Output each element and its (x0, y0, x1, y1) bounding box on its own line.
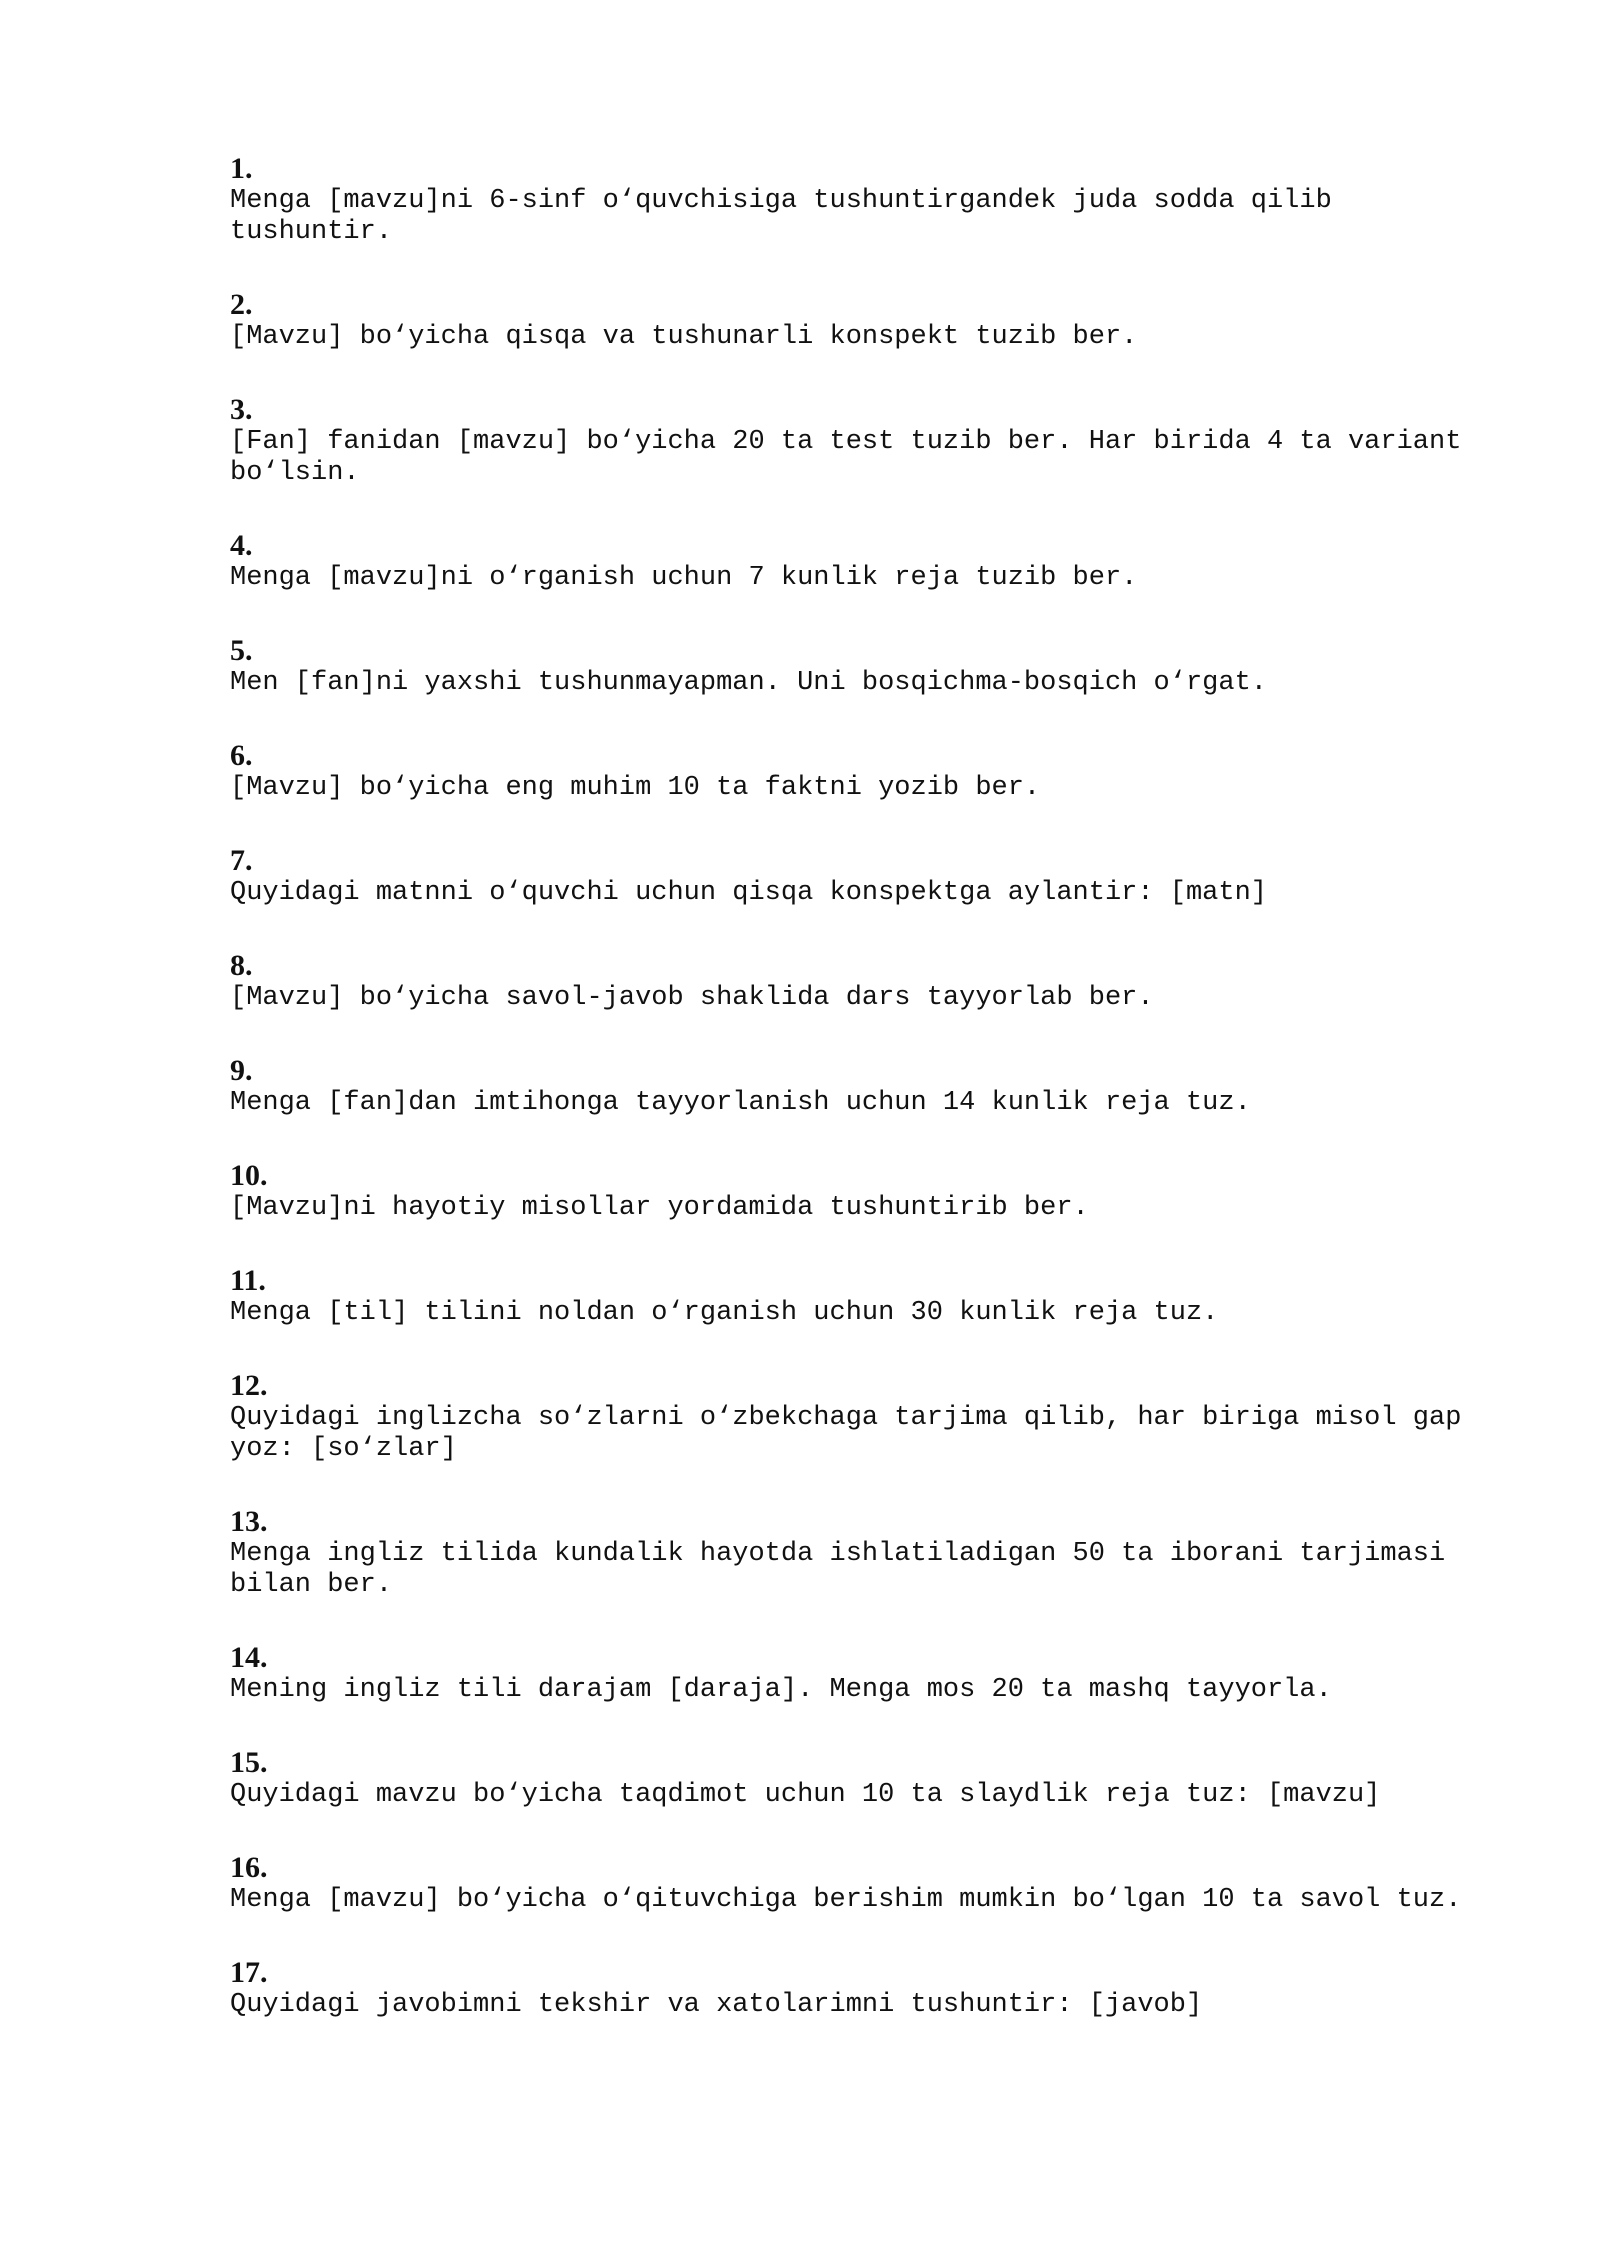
list-item (230, 1505, 1470, 1601)
item-number: 2. (230, 288, 253, 321)
item-number: 1. (230, 152, 253, 185)
list-item (230, 1264, 1470, 1329)
item-text: [Fan] fanidan [mavzu] bo‘yicha 20 ta test tuzib ber. Har birida 4 ta variant bo‘lsin. (230, 427, 1462, 488)
item-text: [Mavzu] bo‘yicha savol-javob shaklida dars tayyorlab ber. (230, 983, 1154, 1013)
item-number: 15. (230, 1746, 268, 1779)
item-text: Menga [mavzu]ni o‘rganish uchun 7 kunlik reja tuzib ber. (230, 563, 1138, 593)
item-text: Quyidagi javobimni tekshir va xatolarimni tushuntir: [javob] (230, 1990, 1203, 2020)
item-number: 14. (230, 1641, 268, 1674)
item-number: 16. (230, 1851, 268, 1884)
item-number: 17. (230, 1956, 268, 1989)
item-number: 10. (230, 1159, 268, 1192)
list-item (230, 1851, 1470, 1916)
list-item (230, 1746, 1470, 1811)
list-item (230, 1956, 1470, 2021)
item-text: [Mavzu]ni hayotiy misollar yordamida tushuntirib ber. (230, 1193, 1089, 1223)
list-item (230, 634, 1470, 699)
list-item (230, 152, 1470, 248)
item-text: Menga [fan]dan imtihonga tayyorlanish uchun 14 kunlik reja tuz. (230, 1088, 1251, 1118)
list-item (230, 1159, 1470, 1224)
list-item (230, 393, 1470, 489)
item-number: 5. (230, 634, 253, 667)
list-item (230, 1054, 1470, 1119)
item-text: [Mavzu] bo‘yicha qisqa va tushunarli konspekt tuzib ber. (230, 322, 1138, 352)
list-item (230, 288, 1470, 353)
list-item (230, 844, 1470, 909)
item-text: Menga [mavzu] bo‘yicha o‘qituvchiga berishim mumkin bo‘lgan 10 ta savol tuz. (230, 1885, 1462, 1915)
item-text: Quyidagi mavzu bo‘yicha taqdimot uchun 10 ta slaydlik reja tuz: [mavzu] (230, 1780, 1381, 1810)
item-number: 7. (230, 844, 253, 877)
list-item (230, 1369, 1470, 1465)
item-text: Menga [mavzu]ni 6-sinf o‘quvchisiga tushuntirgandek juda sodda qilib tushuntir. (230, 186, 1332, 247)
prompt-list (230, 152, 1470, 2061)
item-number: 8. (230, 949, 253, 982)
item-number: 12. (230, 1369, 268, 1402)
list-item (230, 529, 1470, 594)
list-item (230, 739, 1470, 804)
list-item (230, 1641, 1470, 1706)
item-text: [Mavzu] bo‘yicha eng muhim 10 ta faktni yozib ber. (230, 773, 1041, 803)
item-number: 6. (230, 739, 253, 772)
item-text: Men [fan]ni yaxshi tushunmayapman. Uni bosqichma-bosqich o‘rgat. (230, 668, 1267, 698)
item-number: 13. (230, 1505, 268, 1538)
item-text: Menga [til] tilini noldan o‘rganish uchun 30 kunlik reja tuz. (230, 1298, 1219, 1328)
item-text: Menga ingliz tilida kundalik hayotda ishlatiladigan 50 ta iborani tarjimasi bilan ber. (230, 1539, 1446, 1600)
item-text: Quyidagi matnni o‘quvchi uchun qisqa konspektga aylantir: [matn] (230, 878, 1267, 908)
list-item (230, 949, 1470, 1014)
item-number: 3. (230, 393, 253, 426)
item-text: Mening ingliz tili darajam [daraja]. Menga mos 20 ta mashq tayyorla. (230, 1675, 1332, 1705)
item-number: 11. (230, 1264, 266, 1297)
item-number: 4. (230, 529, 253, 562)
item-text: Quyidagi inglizcha so‘zlarni o‘zbekchaga tarjima qilib, har biriga misol gap yoz: [so‘zlar] (230, 1403, 1462, 1464)
item-number: 9. (230, 1054, 253, 1087)
